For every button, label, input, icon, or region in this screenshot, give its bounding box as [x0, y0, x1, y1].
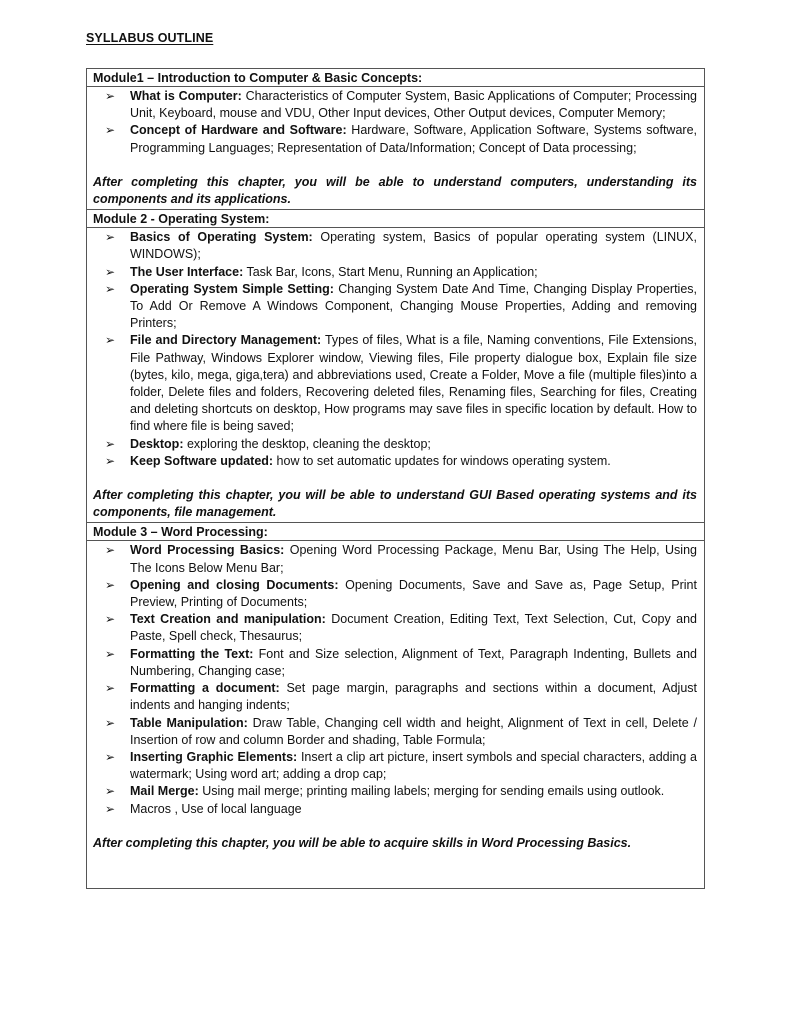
topic-description: Opening Word Processing Package, Menu Bar, Using The Help, Using The Icons Below Menu Bar; — [130, 543, 697, 575]
bullet-arrow-icon — [93, 577, 130, 611]
topic-description: Font and Size selection, Alignment of Text, Paragraph Indenting, Bullets and Numbering, Changing case; — [130, 646, 697, 678]
topic-text — [130, 88, 697, 122]
page-title: SYLLABUS OUTLINE — [86, 31, 214, 45]
topic-text — [130, 229, 697, 263]
topic-text — [130, 577, 697, 611]
topic-description: Draw Table, Changing cell width and height, Alignment of Text in cell, Delete / Insertion of row and column Border and shading, Table Formula; — [130, 715, 697, 747]
module-title: Module 2 - Operating System: — [87, 209, 704, 228]
topic-description: Types of files, What is a file, Naming conventions, File Extensions, File Pathway, Windows Explorer window, Viewing files, File property dialogue box, Explain file size (bytes, kilo, mega, giga,tera) and abbreviations used, Create a Folder, Move a file (multiple files)into a folder, Delete files and folders, Recovering deleted files, Renaming files, Searching for files, Creating and deleting shortcuts on desktop, How programs may save files in specific location by default. How to find where file is being saved; — [130, 333, 698, 434]
topic-text — [130, 715, 697, 749]
topic-text — [130, 646, 697, 680]
topic-item — [93, 229, 697, 263]
topic-heading: File and Directory Management: — [130, 333, 322, 348]
topic-heading: Mail Merge: — [130, 784, 199, 799]
bullet-arrow-icon — [93, 453, 130, 470]
topic-text — [130, 436, 697, 453]
topic-item — [93, 783, 697, 800]
topic-heading: Formatting the Text: — [130, 646, 254, 661]
topic-item — [93, 680, 697, 714]
module-outcome: After completing this chapter, you will be able to understand GUI Based operating systems and its components, file management. — [93, 488, 697, 520]
bullet-arrow-icon — [93, 680, 130, 714]
topic-text — [130, 749, 697, 783]
topic-item — [93, 332, 697, 435]
topic-item — [93, 801, 697, 818]
topic-list — [93, 229, 697, 470]
topic-list — [93, 542, 697, 817]
module-outcome: After completing this chapter, you will be able to acquire skills in Word Processing Basics. — [93, 835, 632, 850]
topic-item — [93, 715, 697, 749]
topic-description: Using mail merge; printing mailing labels; merging for sending emails using outlook. — [198, 784, 665, 799]
bullet-arrow-icon — [93, 611, 130, 645]
topic-item — [93, 611, 697, 645]
topic-heading: What is Computer: — [130, 89, 242, 103]
topic-heading: Opening and closing Documents: — [130, 577, 339, 592]
bullet-arrow-icon — [93, 229, 130, 263]
topic-description: exploring the desktop, cleaning the desktop; — [183, 436, 431, 451]
bullet-arrow-icon — [93, 88, 130, 122]
topic-text — [130, 542, 697, 576]
bullet-arrow-icon — [93, 749, 130, 783]
topic-item — [93, 281, 697, 333]
topic-description: Changing System Date And Time, Changing Display Properties, To Add Or Remove A Windows Component, Changing Mouse Properties, Adding and removing Printers; — [130, 281, 697, 331]
topic-item — [93, 436, 697, 453]
topic-heading: Keep Software updated: — [130, 453, 274, 468]
topic-text — [130, 453, 697, 470]
bullet-arrow-icon — [93, 542, 130, 576]
bullet-arrow-icon — [93, 281, 130, 333]
topic-description: Set page margin, paragraphs and sections within a document, Adjust indents and hanging indents; — [130, 681, 697, 713]
topic-text — [130, 801, 697, 818]
topic-text — [130, 680, 697, 714]
module-outcome: After completing this chapter, you will be able to understand computers, understanding its components and its applications. — [93, 174, 697, 207]
topic-description: Task Bar, Icons, Start Menu, Running an Application; — [243, 264, 538, 279]
bullet-arrow-icon — [93, 646, 130, 680]
module-title: Module1 – Introduction to Computer & Basic Concepts: — [87, 69, 704, 87]
bullet-arrow-icon — [93, 715, 130, 749]
topic-description: Hardware, Software, Application Software, Systems software, Programming Languages; Representation of Data/Information; Concept of Data processing; — [130, 123, 697, 155]
topic-heading: Formatting a document: — [130, 681, 280, 696]
topic-item — [93, 749, 697, 783]
module-body — [87, 228, 704, 522]
topic-description: Insert a clip art picture, insert symbols and special characters, adding a watermark; Using word art; adding a drop cap; — [130, 749, 697, 782]
bullet-arrow-icon — [93, 122, 130, 156]
topic-text — [130, 611, 697, 645]
topic-item — [93, 122, 697, 156]
topic-item — [93, 542, 697, 576]
topic-heading: Text Creation and manipulation: — [130, 612, 326, 627]
topic-heading: Desktop: — [130, 436, 184, 451]
topic-list — [93, 88, 697, 157]
module-body — [87, 541, 704, 887]
topic-heading: Operating System Simple Setting: — [130, 281, 334, 296]
module-section — [87, 522, 704, 887]
topic-heading: Table Manipulation: — [130, 715, 248, 730]
bullet-arrow-icon — [93, 783, 130, 800]
module-body — [87, 87, 704, 209]
topic-description: Document Creation, Editing Text, Text Selection, Cut, Copy and Paste, Spell check, Thesaurus; — [130, 612, 697, 644]
topic-description: how to set automatic updates for windows operating system. — [273, 453, 611, 468]
topic-heading: Basics of Operating System: — [130, 230, 313, 245]
topic-heading: Inserting Graphic Elements: — [130, 749, 298, 764]
topic-description: Opening Documents, Save and Save as, Page Setup, Print Preview, Printing of Documents; — [130, 577, 697, 610]
bullet-arrow-icon — [93, 801, 130, 818]
topic-text — [130, 783, 697, 800]
topic-text — [130, 281, 697, 333]
topic-description: Characteristics of Computer System, Basic Applications of Computer; Processing Unit, Keyboard, mouse and VDU, Other Input devices, Other Output devices, Computer Memory; — [130, 89, 698, 121]
bullet-arrow-icon — [93, 264, 130, 281]
topic-item — [93, 577, 697, 611]
topic-item — [93, 264, 697, 281]
topic-text — [130, 264, 697, 281]
topic-heading: Concept of Hardware and Software: — [130, 123, 347, 138]
topic-text — [130, 332, 697, 435]
topic-heading: Word Processing Basics: — [130, 543, 285, 558]
topic-item — [93, 88, 697, 122]
bullet-arrow-icon — [93, 332, 130, 435]
bullet-arrow-icon — [93, 436, 130, 453]
topic-description: Operating system, Basics of popular operating system (LINUX, WINDOWS); — [130, 230, 697, 262]
topic-description: Macros , Use of local language — [130, 801, 302, 816]
topic-heading: The User Interface: — [130, 264, 244, 279]
topic-text — [130, 122, 697, 156]
module-title: Module 3 – Word Processing: — [87, 522, 704, 541]
module-section — [87, 209, 704, 522]
syllabus-table — [86, 68, 705, 889]
topic-item — [93, 646, 697, 680]
module-section — [87, 69, 704, 209]
topic-item — [93, 453, 697, 470]
